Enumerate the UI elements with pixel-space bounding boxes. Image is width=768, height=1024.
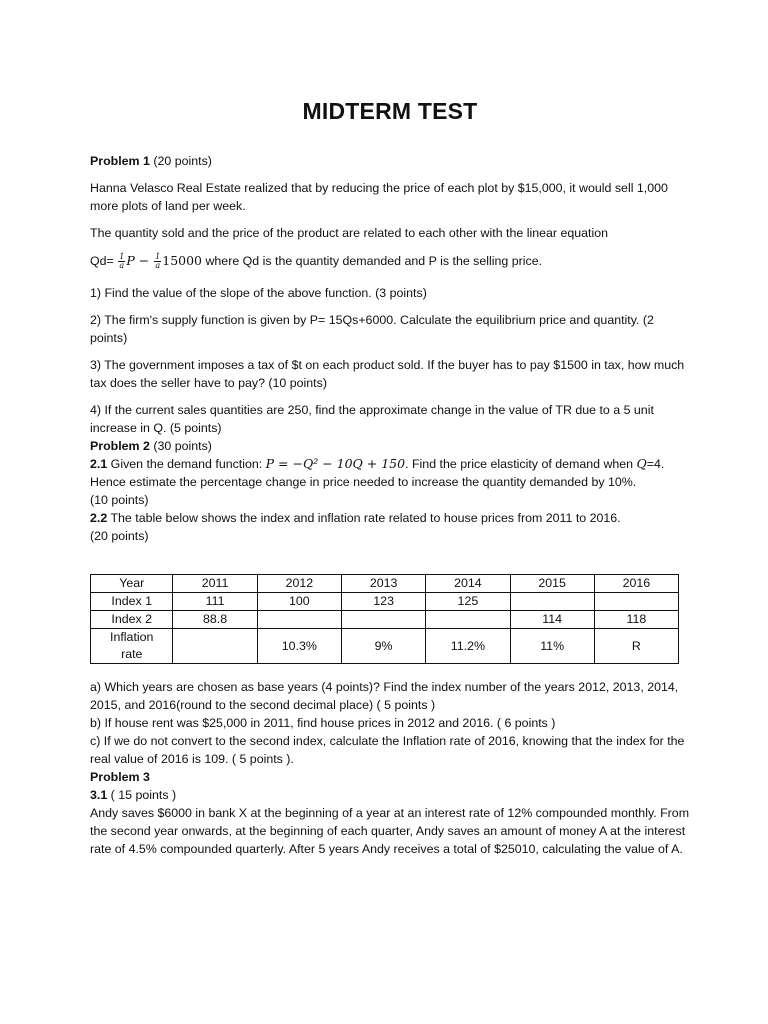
table-cell-inflation-label: [91, 629, 173, 664]
table-cell: [594, 593, 678, 611]
question-c: c) If we do not convert to the second index, calculate the Inflation rate of 2016, knowing that the index for the real value of 2016 is 109. ( 5 points ).: [90, 734, 685, 767]
equation-constant: 15000: [162, 253, 203, 268]
table-cell: 2015: [510, 575, 594, 593]
table-cell: 100: [257, 593, 341, 611]
section-2-1-label: 2.1: [90, 457, 108, 472]
problem-2-heading: [90, 437, 690, 455]
question-b: b) If house rent was $25,000 in 2011, find house prices in 2012 and 2016. ( 6 points ): [90, 716, 556, 731]
section-2-1-text-a: Given the demand function:: [107, 457, 266, 472]
variable-q: Q: [636, 456, 647, 472]
section-2-1-points: (10 points): [90, 493, 149, 508]
fraction-2: [154, 253, 161, 270]
question-a: a) Which years are chosen as base years (4 points)? Find the index number of the years 2012, 2013, 2014, 2015, and 2016(round to the second decimal place) ( 5 points ): [90, 680, 679, 713]
page-title: MIDTERM TEST: [302, 98, 478, 124]
section-2-2-text: [90, 509, 690, 527]
table-cell: 2011: [173, 575, 257, 593]
section-2-1-text-c: =4. Hence estimate the percentage change in price needed to increase the quantity demanded by 10%.: [90, 457, 665, 490]
equation-minus: −: [134, 253, 154, 268]
table-cell: R: [594, 629, 678, 664]
table-cell: Year: [91, 575, 173, 593]
table-cell: 123: [342, 593, 426, 611]
table-cell: 2012: [257, 575, 341, 593]
inflation-label-line-2: rate: [121, 647, 143, 662]
table-cell: 125: [426, 593, 510, 611]
problem-1-question-4: 4) If the current sales quantities are 250, find the approximate change in the value of TR due to a 5 unit increase in Q. (5 points): [90, 403, 654, 436]
table-cell: [173, 629, 257, 664]
section-2-2-points: (20 points): [90, 529, 149, 544]
inflation-label-line-1: Inflation: [110, 630, 154, 645]
problem-3-label: Problem 3: [90, 770, 150, 785]
problem-1-relation: The quantity sold and the price of the product are related to each other with the linear equation: [90, 226, 608, 240]
problem-1-question-2: 2) The firm's supply function is given by P= 15Qs+6000. Calculate the equilibrium price and quantity. (2 points): [90, 313, 654, 346]
table-cell: 2016: [594, 575, 678, 593]
fraction-1: [118, 253, 125, 270]
section-3-1-label: 3.1: [90, 788, 108, 803]
fraction-1-numerator: 1: [119, 252, 125, 262]
table-cell: Index 1: [91, 593, 173, 611]
section-2-1-text: [90, 455, 690, 491]
index-table: [90, 574, 679, 664]
table-cell: Index 2: [91, 611, 173, 629]
problem-1-label: Problem 1: [90, 154, 150, 168]
table-cell: [510, 593, 594, 611]
problem-2-points: (30 points): [149, 439, 212, 454]
table-cell: 114: [510, 611, 594, 629]
table-cell: 118: [594, 611, 678, 629]
table-cell: 11%: [510, 629, 594, 664]
document-body: [90, 96, 690, 858]
table-cell: 2014: [426, 575, 510, 593]
problem-1-question-3: 3) The government imposes a tax of $t on each product sold. If the buyer has to pay $1500 in tax, how much tax does the seller have to pay? (10 points): [90, 358, 685, 391]
problem-1-heading: [90, 152, 690, 170]
table-cell: [342, 611, 426, 629]
problem-2-label: Problem 2: [90, 439, 150, 454]
problem-1-equation: [90, 252, 690, 270]
section-3-1-text: Andy saves $6000 in bank X at the beginning of a year at an interest rate of 12% compounded monthly. From the second year onwards, at the beginning of each quarter, Andy saves an amount of money A at the interest rate of 4.5% compounded quarterly. After 5 years Andy receives a total of $25010, calculating the value of A.: [90, 806, 690, 857]
table-cell: 111: [173, 593, 257, 611]
table-cell: 2013: [342, 575, 426, 593]
table-row-index-1: [91, 593, 679, 611]
table-cell: [426, 611, 510, 629]
section-3-1-points: ( 15 points ): [107, 788, 177, 803]
table-row-inflation: [91, 629, 679, 664]
fraction-1-denominator: a: [119, 261, 125, 271]
problem-1-points: (20 points): [149, 154, 212, 168]
demand-equation: P = −Q² − 10Q + 150: [265, 456, 406, 472]
table-cell: 10.3%: [257, 629, 341, 664]
equation-variable-p: P: [126, 253, 135, 268]
table-cell: 88.8: [173, 611, 257, 629]
problem-1-intro: Hanna Velasco Real Estate realized that by reducing the price of each plot by $15,000, it would sell 1,000 more plots of land per week.: [90, 181, 668, 213]
section-2-2-label: 2.2: [90, 511, 108, 526]
section-2-1-text-b: . Find the price elasticity of demand when: [405, 457, 637, 472]
fraction-2-denominator: a: [155, 261, 161, 271]
problem-3-heading: [90, 768, 690, 786]
problem-1-question-1: 1) Find the value of the slope of the above function. (3 points): [90, 286, 427, 301]
table-row-index-2: [91, 611, 679, 629]
equation-suffix: where Qd is the quantity demanded and P is the selling price.: [202, 254, 543, 268]
table-cell: [257, 611, 341, 629]
fraction-2-numerator: 1: [155, 252, 161, 262]
table-cell: 11.2%: [426, 629, 510, 664]
section-2-2-body: The table below shows the index and inflation rate related to house prices from 2011 to 2016.: [107, 511, 621, 526]
table-row-header: [91, 575, 679, 593]
table-cell: 9%: [342, 629, 426, 664]
equation-prefix: Qd=: [90, 254, 118, 268]
section-3-1-heading: [90, 786, 690, 804]
